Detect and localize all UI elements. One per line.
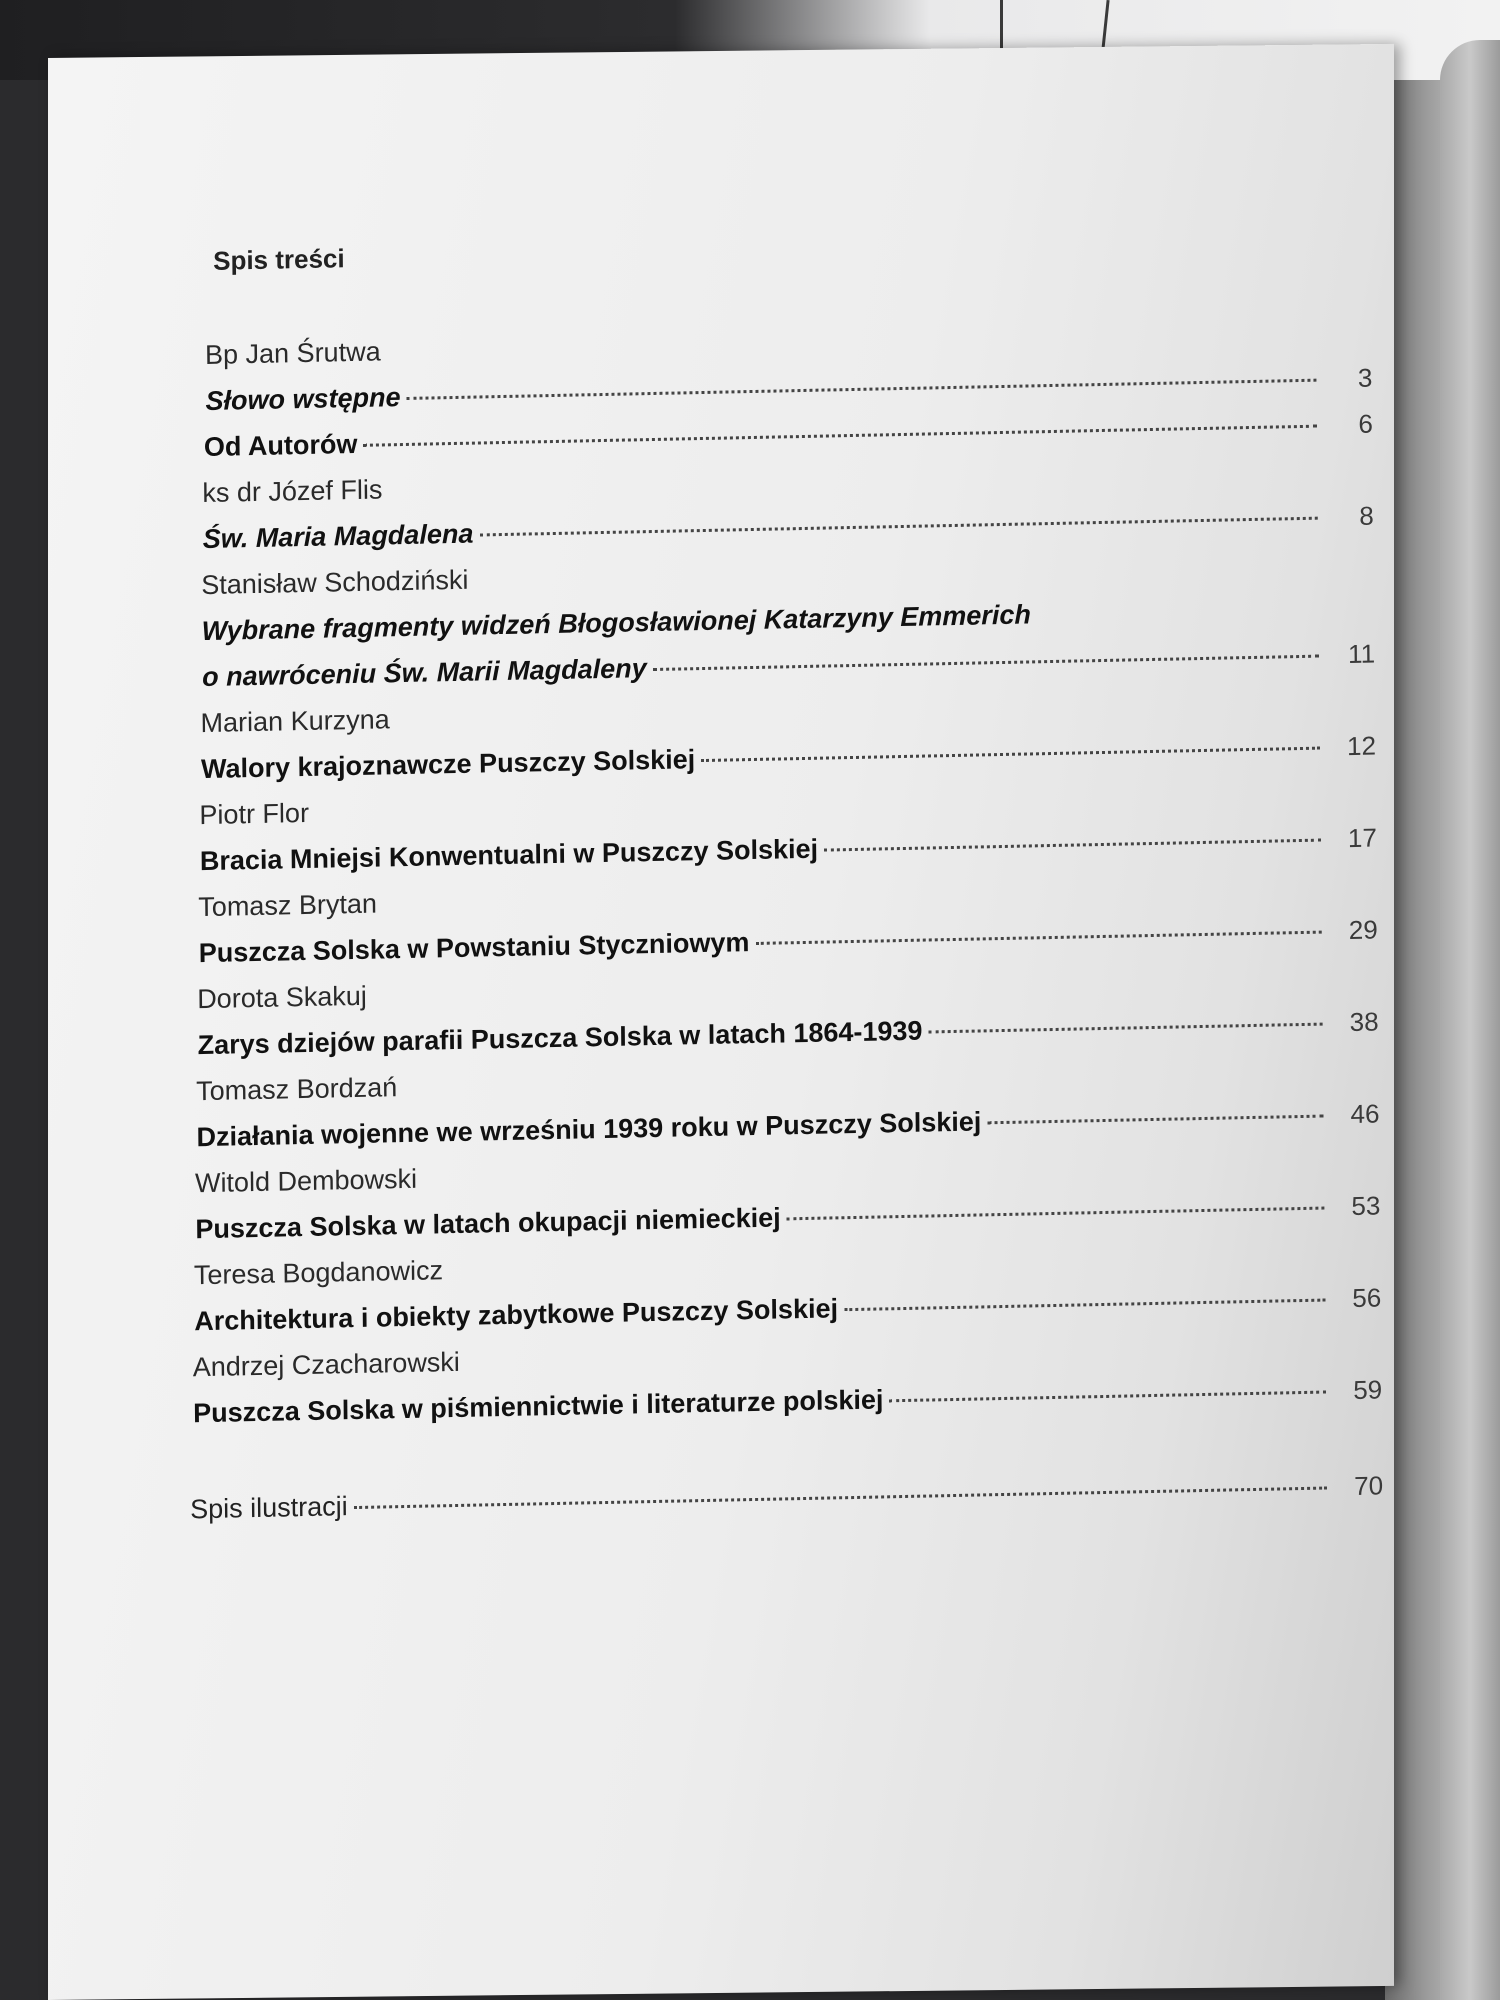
toc-author: Andrzej Czacharowski bbox=[192, 1346, 461, 1383]
dot-leader bbox=[479, 517, 1317, 537]
toc-entry-title: Walory krajoznawcze Puszczy Solskiej bbox=[200, 744, 696, 785]
dot-leader bbox=[889, 1391, 1326, 1403]
toc-entry-title: Puszcza Solska w latach okupacji niemieckiej bbox=[195, 1202, 781, 1245]
table-of-contents bbox=[166, 223, 1383, 1533]
toc-page-number: 59 bbox=[1353, 1374, 1383, 1405]
toc-author: Stanisław Schodziński bbox=[201, 564, 469, 601]
dot-leader bbox=[824, 839, 1321, 852]
dot-leader bbox=[928, 1023, 1322, 1034]
dot-leader bbox=[363, 425, 1317, 447]
toc-author: Tomasz Bordzań bbox=[195, 1072, 398, 1107]
toc-author: Tomasz Brytan bbox=[198, 888, 378, 923]
toc-entry-title-line1: Wybrane fragmenty widzeń Błogosławionej Katarzyny Emmerich bbox=[201, 599, 1032, 647]
toc-page-number: 6 bbox=[1358, 408, 1374, 439]
toc-author: Dorota Skakuj bbox=[197, 980, 367, 1015]
dot-leader bbox=[653, 655, 1319, 671]
toc-page-number: 8 bbox=[1359, 500, 1374, 531]
dot-leader bbox=[407, 379, 1317, 400]
toc-entry-title: Puszcza Solska w piśmiennictwie i literaturze polskiej bbox=[193, 1384, 884, 1429]
dot-leader bbox=[701, 747, 1320, 762]
toc-page-number: 3 bbox=[1357, 362, 1373, 393]
toc-author: Bp Jan Śrutwa bbox=[204, 336, 381, 370]
toc-author: Marian Kurzyna bbox=[200, 704, 390, 739]
toc-title: Spis treści bbox=[212, 243, 345, 276]
toc-page-number: 46 bbox=[1350, 1098, 1380, 1130]
toc-illustrations-title: Spis ilustracji bbox=[189, 1491, 348, 1525]
toc-entry-title: Działania wojenne we wrześniu 1939 roku w Puszczy Solskiej bbox=[196, 1106, 982, 1153]
toc-page-number: 12 bbox=[1346, 730, 1377, 762]
toc-entry-title: Św. Maria Magdalena bbox=[202, 518, 474, 555]
toc-page-number: 11 bbox=[1347, 638, 1376, 670]
toc-page-number: 56 bbox=[1352, 1282, 1382, 1313]
background-mark bbox=[1000, 0, 1003, 50]
toc-page-number: 70 bbox=[1354, 1470, 1384, 1501]
toc-entry-title: Od Autorów bbox=[203, 428, 358, 463]
toc-entry-title: Zarys dziejów parafii Puszcza Solska w latach 1864-1939 bbox=[197, 1015, 923, 1061]
toc-page-number: 38 bbox=[1349, 1006, 1379, 1038]
toc-page-number: 29 bbox=[1348, 914, 1378, 946]
toc-list bbox=[167, 309, 1383, 1437]
toc-page-number: 17 bbox=[1347, 822, 1377, 854]
toc-author: Teresa Bogdanowicz bbox=[193, 1255, 444, 1291]
toc-page-number: 53 bbox=[1351, 1190, 1381, 1222]
toc-entry bbox=[201, 539, 1375, 701]
toc-entry-title: Puszcza Solska w Powstaniu Styczniowym bbox=[198, 927, 750, 969]
toc-author: Witold Dembowski bbox=[194, 1163, 418, 1199]
dot-leader bbox=[755, 931, 1321, 945]
toc-author: Piotr Flor bbox=[199, 797, 310, 831]
toc-entry-title: Słowo wstępne bbox=[205, 382, 401, 416]
underlying-page-edge bbox=[1440, 40, 1500, 2000]
dot-leader bbox=[354, 1487, 1327, 1510]
toc-author: ks dr Józef Flis bbox=[202, 474, 383, 509]
toc-entry-title: o nawróceniu Św. Marii Magdaleny bbox=[201, 653, 647, 693]
dot-leader bbox=[787, 1207, 1325, 1221]
toc-entry-title: Architektura i obiekty zabytkowe Puszczy Solskiej bbox=[194, 1293, 839, 1337]
dot-leader bbox=[987, 1115, 1323, 1125]
book-page bbox=[48, 44, 1394, 2000]
toc-entry-title: Bracia Mniejsi Konwentualni w Puszczy Solskiej bbox=[199, 833, 819, 877]
dot-leader bbox=[844, 1299, 1325, 1312]
